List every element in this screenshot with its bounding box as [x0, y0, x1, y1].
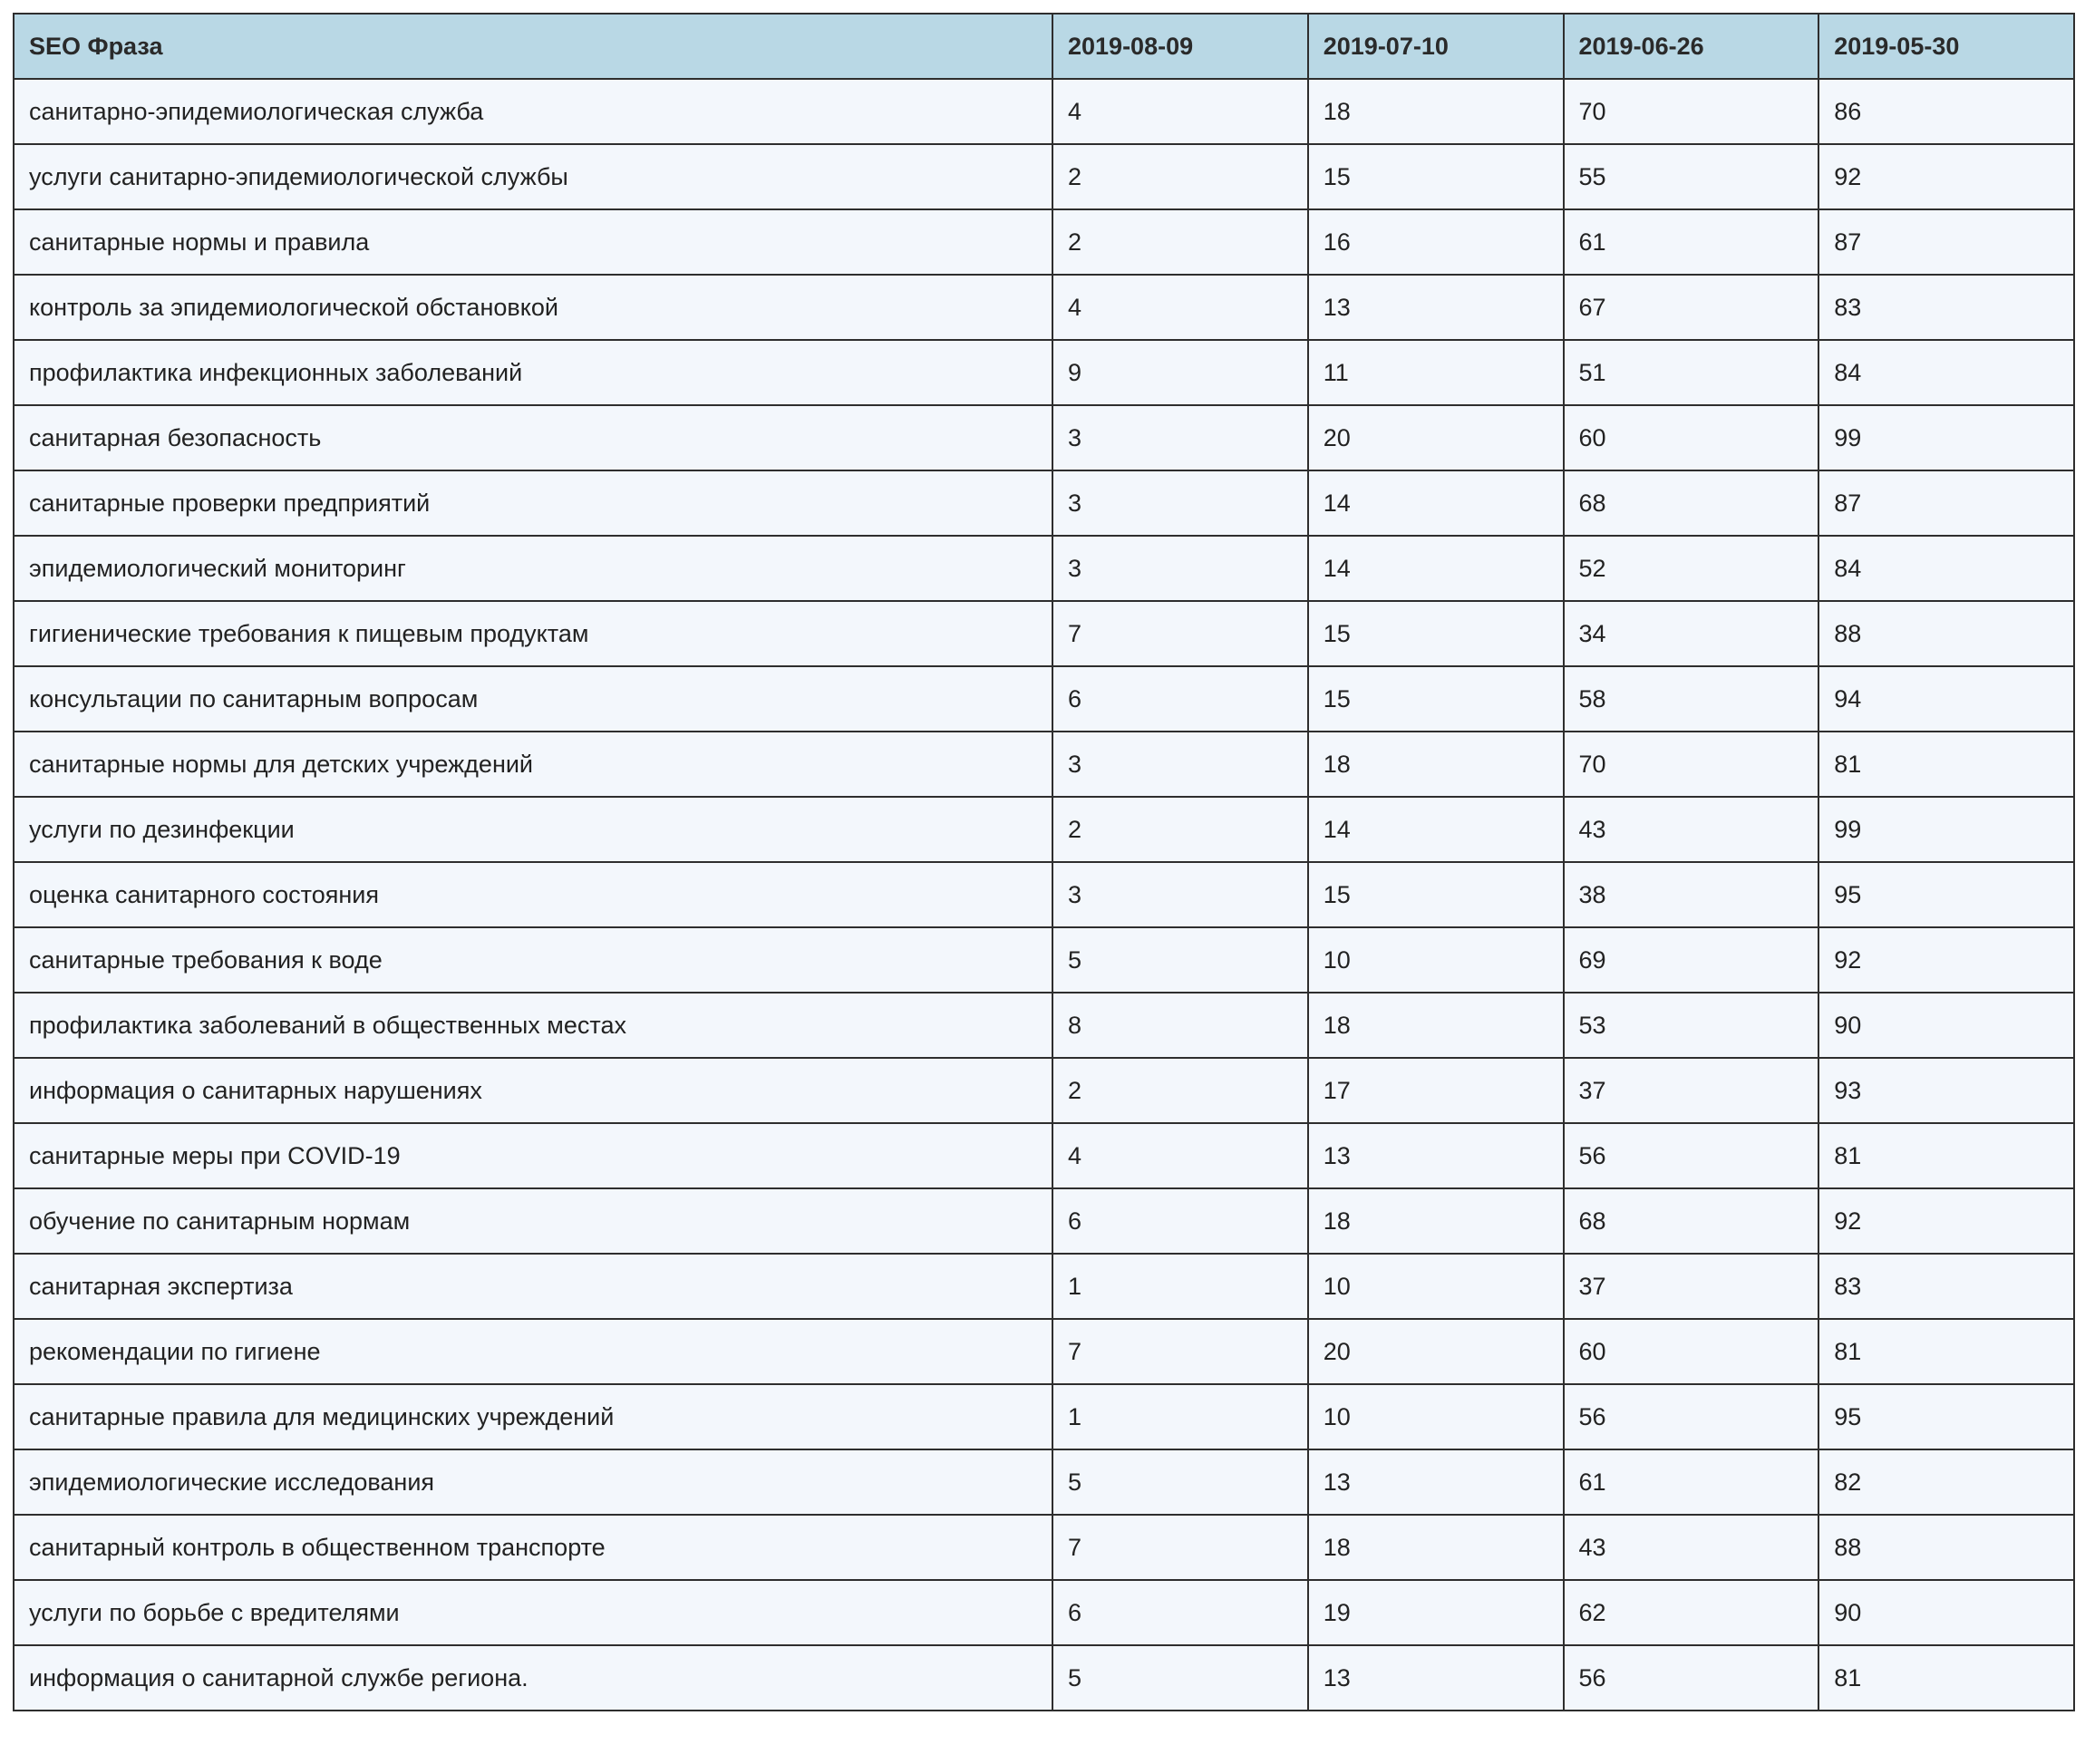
position-cell: 69 — [1564, 927, 1819, 993]
position-cell: 10 — [1308, 1254, 1564, 1319]
position-cell: 87 — [1818, 470, 2074, 536]
position-cell: 11 — [1308, 340, 1564, 405]
phrase-cell: услуги санитарно-эпидемиологической службы — [14, 144, 1052, 209]
phrase-cell: санитарные нормы для детских учреждений — [14, 732, 1052, 797]
position-cell: 7 — [1052, 1515, 1308, 1580]
phrase-cell: санитарные меры при COVID-19 — [14, 1123, 1052, 1188]
table-row — [14, 1645, 2074, 1711]
position-cell: 92 — [1818, 144, 2074, 209]
position-cell: 15 — [1308, 144, 1564, 209]
position-cell: 19 — [1308, 1580, 1564, 1645]
position-cell: 4 — [1052, 275, 1308, 340]
column-header-phrase: SEO Фраза — [14, 14, 1052, 79]
column-header-date: 2019-06-26 — [1564, 14, 1819, 79]
position-cell: 51 — [1564, 340, 1819, 405]
position-cell: 94 — [1818, 666, 2074, 732]
position-cell: 3 — [1052, 470, 1308, 536]
table-row — [14, 732, 2074, 797]
position-cell: 95 — [1818, 862, 2074, 927]
position-cell: 2 — [1052, 797, 1308, 862]
position-cell: 2 — [1052, 1058, 1308, 1123]
position-cell: 18 — [1308, 732, 1564, 797]
table-row — [14, 470, 2074, 536]
position-cell: 34 — [1564, 601, 1819, 666]
table-row — [14, 797, 2074, 862]
position-cell: 15 — [1308, 666, 1564, 732]
position-cell: 61 — [1564, 209, 1819, 275]
position-cell: 81 — [1818, 1319, 2074, 1384]
phrase-cell: информация о санитарной службе региона. — [14, 1645, 1052, 1711]
position-cell: 18 — [1308, 993, 1564, 1058]
table-row — [14, 1580, 2074, 1645]
table-row — [14, 862, 2074, 927]
position-cell: 99 — [1818, 797, 2074, 862]
position-cell: 5 — [1052, 1645, 1308, 1711]
phrase-cell: рекомендации по гигиене — [14, 1319, 1052, 1384]
position-cell: 83 — [1818, 1254, 2074, 1319]
table-row — [14, 209, 2074, 275]
position-cell: 5 — [1052, 927, 1308, 993]
phrase-cell: санитарный контроль в общественном транспорте — [14, 1515, 1052, 1580]
table-row — [14, 1058, 2074, 1123]
position-cell: 82 — [1818, 1449, 2074, 1515]
table-row — [14, 536, 2074, 601]
table-row — [14, 601, 2074, 666]
table-row — [14, 1449, 2074, 1515]
position-cell: 68 — [1564, 470, 1819, 536]
position-cell: 90 — [1818, 993, 2074, 1058]
position-cell: 60 — [1564, 405, 1819, 470]
position-cell: 13 — [1308, 275, 1564, 340]
phrase-cell: услуги по борьбе с вредителями — [14, 1580, 1052, 1645]
table-row — [14, 1515, 2074, 1580]
table-row — [14, 1188, 2074, 1254]
position-cell: 5 — [1052, 1449, 1308, 1515]
table-row — [14, 1123, 2074, 1188]
position-cell: 18 — [1308, 1188, 1564, 1254]
table-row — [14, 1319, 2074, 1384]
position-cell: 61 — [1564, 1449, 1819, 1515]
position-cell: 2 — [1052, 144, 1308, 209]
phrase-cell: информация о санитарных нарушениях — [14, 1058, 1052, 1123]
phrase-cell: профилактика инфекционных заболеваний — [14, 340, 1052, 405]
position-cell: 7 — [1052, 601, 1308, 666]
position-cell: 83 — [1818, 275, 2074, 340]
phrase-cell: оценка санитарного состояния — [14, 862, 1052, 927]
position-cell: 15 — [1308, 601, 1564, 666]
phrase-cell: эпидемиологический мониторинг — [14, 536, 1052, 601]
position-cell: 88 — [1818, 1515, 2074, 1580]
phrase-cell: эпидемиологические исследования — [14, 1449, 1052, 1515]
position-cell: 87 — [1818, 209, 2074, 275]
position-cell: 20 — [1308, 405, 1564, 470]
position-cell: 55 — [1564, 144, 1819, 209]
position-cell: 8 — [1052, 993, 1308, 1058]
phrase-cell: санитарные требования к воде — [14, 927, 1052, 993]
position-cell: 84 — [1818, 536, 2074, 601]
position-cell: 81 — [1818, 1123, 2074, 1188]
position-cell: 20 — [1308, 1319, 1564, 1384]
table-row — [14, 340, 2074, 405]
position-cell: 13 — [1308, 1645, 1564, 1711]
position-cell: 3 — [1052, 536, 1308, 601]
position-cell: 18 — [1308, 79, 1564, 144]
position-cell: 92 — [1818, 1188, 2074, 1254]
position-cell: 62 — [1564, 1580, 1819, 1645]
position-cell: 4 — [1052, 1123, 1308, 1188]
position-cell: 70 — [1564, 732, 1819, 797]
position-cell: 6 — [1052, 666, 1308, 732]
position-cell: 14 — [1308, 797, 1564, 862]
position-cell: 4 — [1052, 79, 1308, 144]
position-cell: 38 — [1564, 862, 1819, 927]
position-cell: 43 — [1564, 797, 1819, 862]
position-cell: 60 — [1564, 1319, 1819, 1384]
position-cell: 1 — [1052, 1254, 1308, 1319]
position-cell: 56 — [1564, 1123, 1819, 1188]
position-cell: 13 — [1308, 1123, 1564, 1188]
position-cell: 67 — [1564, 275, 1819, 340]
position-cell: 7 — [1052, 1319, 1308, 1384]
position-cell: 99 — [1818, 405, 2074, 470]
position-cell: 10 — [1308, 927, 1564, 993]
phrase-cell: санитарные правила для медицинских учреждений — [14, 1384, 1052, 1449]
position-cell: 3 — [1052, 862, 1308, 927]
position-cell: 95 — [1818, 1384, 2074, 1449]
table-row — [14, 666, 2074, 732]
position-cell: 15 — [1308, 862, 1564, 927]
position-cell: 88 — [1818, 601, 2074, 666]
position-cell: 3 — [1052, 732, 1308, 797]
position-cell: 37 — [1564, 1058, 1819, 1123]
table-row — [14, 144, 2074, 209]
position-cell: 2 — [1052, 209, 1308, 275]
position-cell: 16 — [1308, 209, 1564, 275]
table-row — [14, 405, 2074, 470]
phrase-cell: профилактика заболеваний в общественных местах — [14, 993, 1052, 1058]
phrase-cell: гигиенические требования к пищевым продуктам — [14, 601, 1052, 666]
table-row — [14, 927, 2074, 993]
phrase-cell: санитарные проверки предприятий — [14, 470, 1052, 536]
position-cell: 52 — [1564, 536, 1819, 601]
table-row — [14, 79, 2074, 144]
column-header-date: 2019-05-30 — [1818, 14, 2074, 79]
table-row — [14, 275, 2074, 340]
position-cell: 14 — [1308, 536, 1564, 601]
position-cell: 6 — [1052, 1188, 1308, 1254]
position-cell: 90 — [1818, 1580, 2074, 1645]
position-cell: 68 — [1564, 1188, 1819, 1254]
phrase-cell: санитарно-эпидемиологическая служба — [14, 79, 1052, 144]
position-cell: 3 — [1052, 405, 1308, 470]
position-cell: 58 — [1564, 666, 1819, 732]
position-cell: 92 — [1818, 927, 2074, 993]
table-header — [14, 14, 2074, 79]
phrase-cell: обучение по санитарным нормам — [14, 1188, 1052, 1254]
position-cell: 81 — [1818, 732, 2074, 797]
column-header-date: 2019-08-09 — [1052, 14, 1308, 79]
table-row — [14, 1254, 2074, 1319]
position-cell: 43 — [1564, 1515, 1819, 1580]
phrase-cell: санитарные нормы и правила — [14, 209, 1052, 275]
seo-table-container — [13, 13, 2073, 1711]
position-cell: 81 — [1818, 1645, 2074, 1711]
position-cell: 14 — [1308, 470, 1564, 536]
phrase-cell: санитарная безопасность — [14, 405, 1052, 470]
column-header-date: 2019-07-10 — [1308, 14, 1564, 79]
position-cell: 37 — [1564, 1254, 1819, 1319]
position-cell: 53 — [1564, 993, 1819, 1058]
phrase-cell: консультации по санитарным вопросам — [14, 666, 1052, 732]
phrase-cell: санитарная экспертиза — [14, 1254, 1052, 1319]
position-cell: 17 — [1308, 1058, 1564, 1123]
position-cell: 9 — [1052, 340, 1308, 405]
position-cell: 6 — [1052, 1580, 1308, 1645]
phrase-cell: услуги по дезинфекции — [14, 797, 1052, 862]
position-cell: 18 — [1308, 1515, 1564, 1580]
header-row — [14, 14, 2074, 79]
position-cell: 56 — [1564, 1384, 1819, 1449]
table-body — [14, 79, 2074, 1711]
table-row — [14, 993, 2074, 1058]
position-cell: 13 — [1308, 1449, 1564, 1515]
position-cell: 86 — [1818, 79, 2074, 144]
seo-positions-table — [13, 13, 2075, 1711]
position-cell: 56 — [1564, 1645, 1819, 1711]
position-cell: 10 — [1308, 1384, 1564, 1449]
table-row — [14, 1384, 2074, 1449]
position-cell: 93 — [1818, 1058, 2074, 1123]
position-cell: 70 — [1564, 79, 1819, 144]
phrase-cell: контроль за эпидемиологической обстановкой — [14, 275, 1052, 340]
position-cell: 84 — [1818, 340, 2074, 405]
position-cell: 1 — [1052, 1384, 1308, 1449]
